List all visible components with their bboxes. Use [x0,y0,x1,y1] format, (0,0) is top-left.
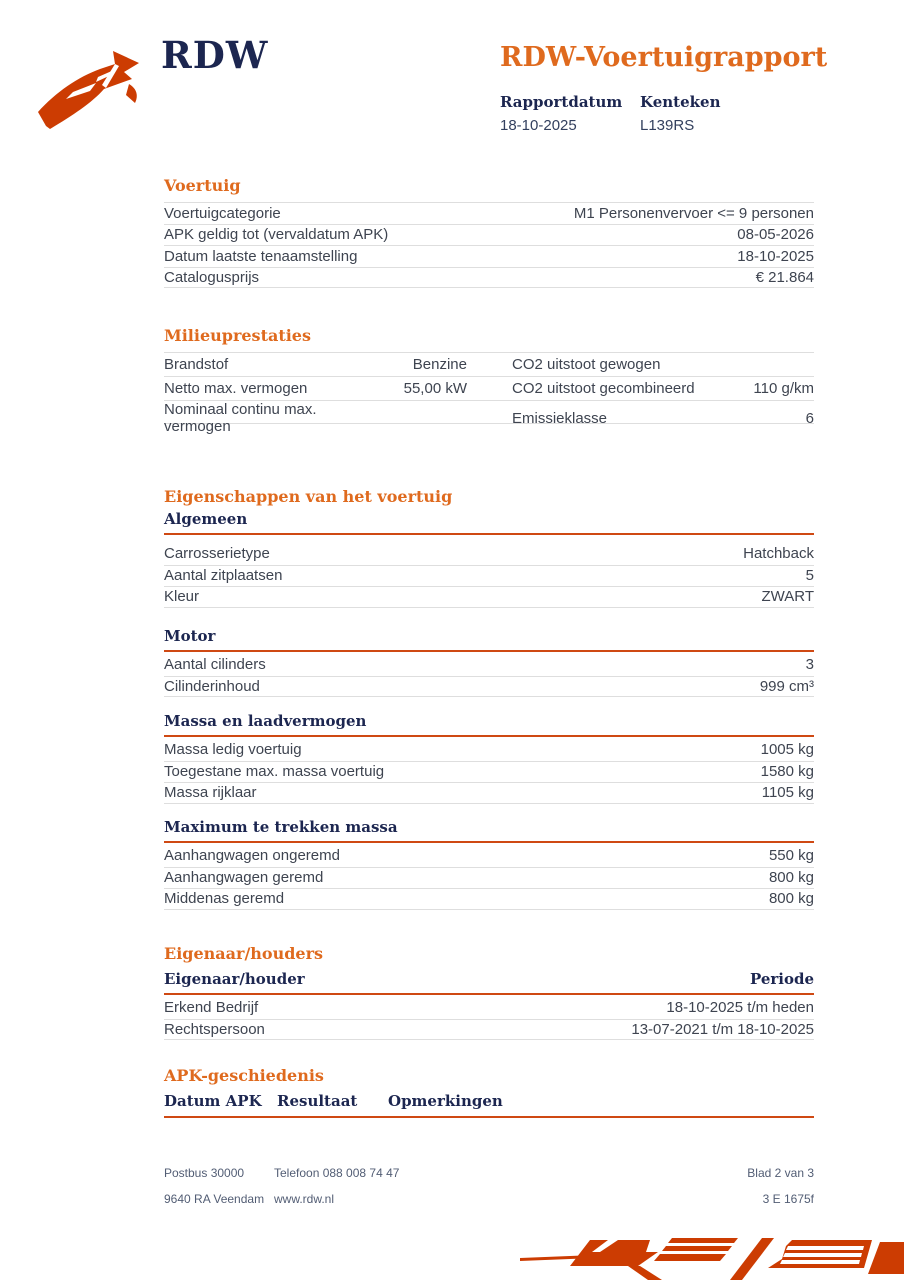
rdw-wordmark: RDW [161,33,269,77]
footer-phone: Telefoon 088 008 74 47 [274,1166,400,1180]
owner-cell: Erkend Bedrijf [164,999,259,1017]
row-label: Toegestane max. massa voertuig [164,763,385,781]
section-eigenschappen-title [164,487,814,506]
period-cell: 18-10-2025 t/m heden [666,999,814,1017]
row-label: CO2 uitstoot gecombineerd [512,380,695,397]
group-title: Algemeen [164,510,814,535]
report-date-value: 18-10-2025 [500,117,577,134]
table-row [164,376,814,400]
column-header-result: Resultaat [277,1092,358,1110]
group-motor [164,627,814,697]
row-value: 18-10-2025 [737,247,814,265]
row-value: 800 kg [768,890,814,908]
row-value: 1105 kg [761,784,814,802]
footer-address-line1: Postbus 30000 [164,1166,245,1180]
table-row [164,867,814,889]
table-row [164,586,814,608]
group-title: Motor [164,627,814,652]
row-label: Nominaal continu max. vermogen [164,401,317,435]
table-row [164,245,814,267]
section-eigenaar [164,944,814,1040]
row-label: APK geldig tot (vervaldatum APK) [164,226,389,244]
table-header-row [164,970,814,995]
report-date-label: Rapportdatum [500,93,623,111]
row-label: Kleur [164,588,200,606]
row-value: ZWART [761,588,814,606]
table-row [164,352,814,376]
table-row [164,739,814,761]
rdw-feather-logo-icon [36,46,154,138]
row-label: Massa ledig voertuig [164,741,302,759]
owner-cell: Rechtspersoon [164,1020,265,1038]
page-title: RDW-Voertuigrapport [500,42,828,73]
table-row [164,202,814,224]
group-title: Maximum te trekken massa [164,818,814,843]
column-header-remarks: Opmerkingen [388,1092,503,1110]
group-algemeen [164,510,814,608]
footer-doc-code: 3 E 1675f [762,1192,814,1206]
column-header-date: Datum APK [164,1092,262,1110]
section-voertuig [164,176,814,288]
row-label: Cilinderinhoud [164,677,260,695]
section-apk-geschiedenis [164,1066,814,1118]
row-value: 1005 kg [760,741,814,759]
table-row [164,761,814,783]
section-title: Milieuprestaties [164,326,311,345]
report-date-block [500,93,640,134]
row-value: 999 cm³ [759,677,814,695]
column-header-owner: Eigenaar/houder [164,970,305,988]
plate-block [640,93,720,134]
row-value: M1 Personenvervoer <= 9 personen [573,204,814,222]
group-trekken [164,818,814,910]
row-label: Middenas geremd [164,890,285,908]
table-row [164,224,814,246]
row-label: Aantal zitplaatsen [164,567,283,585]
table-row [164,1019,814,1041]
section-title: APK-geschiedenis [164,1066,324,1085]
table-row [164,654,814,676]
row-label: Aanhangwagen geremd [164,869,324,887]
group-title: Massa en laadvermogen [164,712,814,737]
row-label: Voertuigcategorie [164,204,281,222]
row-value: 08-05-2026 [737,226,814,244]
row-value: Hatchback [743,545,814,563]
row-label: Datum laatste tenaamstelling [164,247,358,265]
row-value: 1580 kg [760,763,814,781]
section-milieuprestaties [164,326,814,435]
section-title: Eigenaar/houders [164,944,324,963]
table-header-row [164,1092,814,1118]
plate-label: Kenteken [640,93,721,111]
table-row [164,565,814,587]
footer-page-number: Blad 2 van 3 [747,1166,814,1180]
section-title: Voertuig [164,176,241,195]
table-row [164,543,814,565]
row-label: Catalogusprijs [164,268,260,286]
table-row [164,782,814,804]
row-label: Aanhangwagen ongeremd [164,847,340,865]
row-value: 6 [805,409,814,427]
row-label: Carrosserietype [164,545,270,563]
row-value: 55,00 kW [403,380,467,397]
footer-address-line2: 9640 RA Veendam [164,1192,265,1206]
row-label: Emissieklasse [512,409,608,427]
row-label: Massa rijklaar [164,784,257,802]
table-row [164,997,814,1019]
row-value: 550 kg [768,847,814,865]
row-value: 5 [805,567,814,585]
table-row [164,267,814,289]
table-row [164,845,814,867]
row-label: Brandstof [164,356,229,373]
column-header-period: Periode [749,970,814,988]
footer-website: www.rdw.nl [274,1192,335,1206]
row-label: Aantal cilinders [164,656,266,674]
row-value: 800 kg [768,869,814,887]
row-label: CO2 uitstoot gewogen [512,356,661,373]
page-footer [164,1166,814,1206]
table-row [164,676,814,698]
section-title: Eigenschappen van het voertuig [164,487,453,506]
plate-value: L139RS [640,117,695,134]
group-massa [164,712,814,804]
speed-stripes-graphic-icon [520,1232,904,1280]
row-value: € 21.864 [755,268,814,286]
row-value: 3 [805,656,814,674]
table-row [164,888,814,910]
row-value: Benzine [412,356,467,373]
table-row [164,400,814,435]
row-value: 110 g/km [753,380,814,397]
row-label: Netto max. vermogen [164,380,308,397]
report-meta [500,93,720,134]
period-cell: 13-07-2021 t/m 18-10-2025 [631,1020,814,1038]
